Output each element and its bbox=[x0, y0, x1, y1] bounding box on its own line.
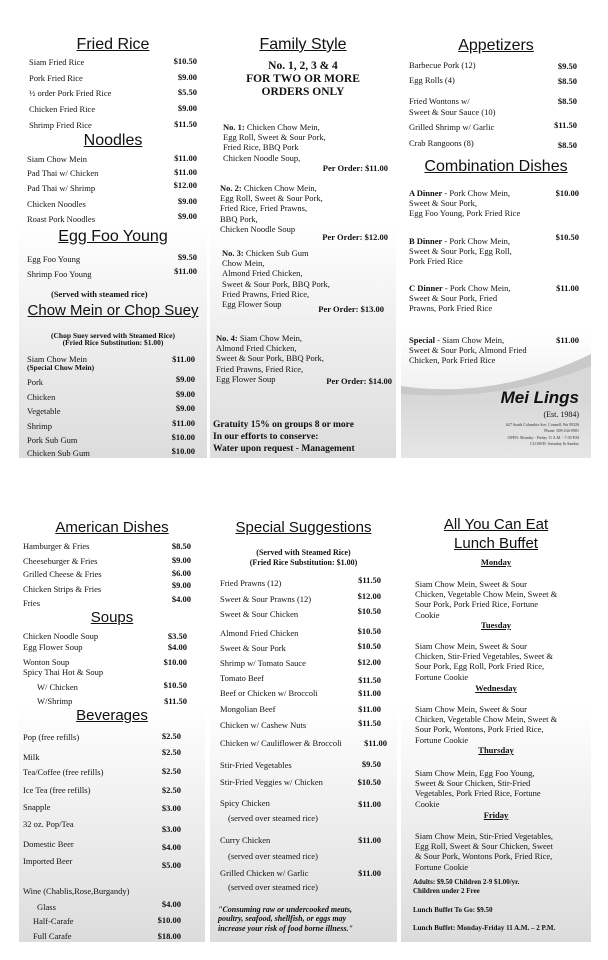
menu-item-price: $12.00 bbox=[173, 180, 197, 190]
restaurant-est: (Est. 1984) bbox=[543, 410, 579, 419]
buffet-line: Sour Pork, Egg Roll, Pork Fried Rice, bbox=[415, 661, 545, 672]
combo-label: A Dinner bbox=[409, 188, 443, 198]
menu-item-price: $18.00 bbox=[157, 931, 181, 941]
menu-item-price: $9.00 bbox=[177, 211, 197, 221]
order-line: Egg Flower Soup bbox=[216, 373, 276, 384]
menu-item-subtitle: (served over steamed rice) bbox=[228, 813, 318, 823]
menu-item-name: Pork Fried Rice bbox=[29, 73, 83, 83]
menu-item-price: $11.00 bbox=[172, 354, 195, 364]
menu-item-price: $6.00 bbox=[171, 568, 191, 578]
menu-item-price: $11.00 bbox=[358, 704, 381, 714]
panel-top-middle bbox=[210, 30, 396, 458]
egg-foo-young-heading: Egg Foo Young bbox=[58, 228, 168, 245]
menu-item-price: $10.00 bbox=[171, 432, 195, 442]
order-line: Chicken Chow Mein, bbox=[243, 183, 317, 193]
buffet-line: Chicken, Vegetable Chow Mein, Sweet & bbox=[415, 589, 558, 600]
menu-item-subtitle: (served over steamed rice) bbox=[228, 851, 318, 861]
menu-item-name: Chicken w/ Cauliflower & Broccoli bbox=[220, 738, 342, 748]
page-divider bbox=[0, 466, 608, 506]
intro-line: FOR TWO OR MORE bbox=[246, 73, 360, 85]
order-number: No. 2: bbox=[220, 183, 242, 193]
menu-item-price: $11.00 bbox=[358, 835, 381, 845]
menu-item-price: $4.00 bbox=[171, 594, 191, 604]
buffet-line: Fortune Cookie bbox=[415, 734, 469, 745]
appetizers-heading: Appetizers bbox=[458, 37, 534, 54]
buffet-line: Siam Chow Mein, Sweet & Sour bbox=[415, 579, 527, 589]
order-line: Egg Roll, Sweet & Sour Pork, bbox=[223, 132, 326, 143]
menu-item-price: $2.50 bbox=[161, 731, 181, 741]
menu-item-price: $5.50 bbox=[177, 87, 197, 97]
order-line: Chow Mein, bbox=[222, 258, 265, 269]
combo-label: Special bbox=[409, 335, 435, 345]
combo-line: - Pork Chow Mein, bbox=[444, 188, 511, 198]
menu-item-name: Pop (free refills) bbox=[23, 732, 80, 742]
order-line: Siam Chow Mein, bbox=[239, 333, 302, 343]
menu-item-price: $9.00 bbox=[175, 389, 195, 399]
menu-item-price: $12.00 bbox=[357, 591, 381, 601]
menu-item-name: Pad Thai w/ Shrimp bbox=[27, 183, 96, 193]
chop-suey-note: (Chop Suey served with Steamed Rice) bbox=[51, 331, 175, 340]
chow-mein-heading: Chow Mein or Chop Suey bbox=[27, 302, 199, 319]
family-style-footer bbox=[213, 419, 355, 455]
menu-item-name: Siam Chow Mein bbox=[27, 354, 87, 364]
order-number: No. 4: bbox=[216, 333, 238, 343]
menu-item-name: Tea/Coffee (free refills) bbox=[23, 767, 104, 777]
buffet-line: Sour Pork, Pork Fried Rice, Fortune bbox=[415, 599, 539, 610]
buffet-price-line: Children under 2 Free bbox=[413, 886, 480, 895]
order-line: Sweet & Sour Pork, BBQ Pork, bbox=[216, 353, 324, 364]
panel-top-left bbox=[19, 30, 207, 458]
menu-item-price: $4.00 bbox=[161, 842, 181, 852]
menu-item-price: $11.00 bbox=[174, 153, 197, 163]
american-heading: American Dishes bbox=[55, 519, 169, 536]
menu-item-name: Tomato Beef bbox=[220, 673, 265, 683]
menu-item-price: $4.00 bbox=[167, 642, 187, 652]
menu-item-price: $11.50 bbox=[174, 119, 197, 129]
combo-line: - Pork Chow Mein, bbox=[444, 236, 511, 246]
buffet-line: Sour Pork, Wontons, Pork Fried Rice, bbox=[415, 724, 544, 735]
combo-line: Prawns, Pork Fried Rice bbox=[409, 303, 493, 314]
buffet-price-line: Adults: $9.50 Children 2-9 $1.00/yr. bbox=[413, 878, 520, 886]
menu-item-name: Stir-Fried Vegetables bbox=[220, 760, 292, 770]
buffet-hours: Lunch Buffet: Monday-Friday 11 A.M. – 2 P.M. bbox=[413, 924, 556, 932]
steamed-rice-note: (Served with Steamed Rice) bbox=[256, 548, 351, 557]
menu-item-price: $5.00 bbox=[161, 860, 181, 870]
order-line: Chicken Sub Gum bbox=[245, 248, 309, 258]
combo-label: B Dinner bbox=[409, 236, 443, 246]
order-number: No. 3: bbox=[222, 248, 244, 258]
menu-item-price: $11.00 bbox=[358, 688, 381, 698]
buffet-line: Vegetables, Pork Fried Rice, Fortune bbox=[415, 788, 541, 799]
order-line: Egg Roll, Sweet & Sour Pork, bbox=[220, 193, 323, 204]
menu-item-price: $10.00 bbox=[157, 915, 181, 925]
intro-line: ORDERS ONLY bbox=[261, 86, 345, 98]
menu-item-name: Shrimp Fried Rice bbox=[29, 120, 92, 130]
combo-b bbox=[409, 236, 549, 267]
combo-price: $11.00 bbox=[556, 283, 579, 293]
combo-line: Sweet & Sour Pork, Almond Fried bbox=[409, 345, 527, 356]
menu-item-name: Spicy Thai Hot & Soup bbox=[23, 667, 104, 677]
menu-item-name: 32 oz. Pop/Tea bbox=[23, 819, 74, 829]
buffet-heading bbox=[401, 515, 591, 553]
menu-item-price: $10.50 bbox=[357, 606, 381, 616]
menu-item-name: Hamburger & Fries bbox=[23, 541, 90, 551]
buffet-line: Sweet & Sour Chicken, Stir-Fried bbox=[415, 778, 531, 789]
menu-item-name: W/Shrimp bbox=[37, 696, 73, 706]
panel-bottom-left bbox=[19, 513, 205, 942]
buffet-day-menu bbox=[415, 704, 589, 745]
menu-item-name: Shrimp bbox=[27, 421, 53, 431]
buffet-title-line: All You Can Eat bbox=[443, 516, 549, 533]
family-style-intro bbox=[210, 60, 396, 99]
buffet-line: Siam Chow Mein, Stir-Fried Vegetables, bbox=[415, 831, 554, 841]
combo-line: Egg Foo Young, Pork Fried Rice bbox=[409, 208, 521, 219]
restaurant-name: Mei Lings bbox=[500, 388, 579, 407]
combo-line: - Siam Chow Mein, bbox=[437, 335, 505, 345]
buffet-day-menu bbox=[415, 831, 589, 872]
buffet-line: Cookie bbox=[415, 798, 440, 809]
menu-item-price: $11.00 bbox=[358, 799, 381, 809]
order-line: Fried Rice, BBQ Pork bbox=[223, 142, 299, 153]
day-friday: Friday bbox=[483, 810, 509, 820]
menu-item-name: Vegetable bbox=[27, 406, 61, 416]
menu-item-price: $9.00 bbox=[177, 196, 197, 206]
intro-line: No. 1, 2, 3 & 4 bbox=[268, 60, 338, 72]
menu-item-price: $10.50 bbox=[173, 56, 197, 66]
warning-line: poultry, seafood, shellfish, or eggs may bbox=[218, 914, 347, 924]
menu-item-price: $11.00 bbox=[172, 418, 195, 428]
buffet-prices bbox=[413, 878, 519, 895]
buffet-title-line: Lunch Buffet bbox=[454, 535, 538, 552]
menu-item-name: Chicken Fried Rice bbox=[29, 104, 96, 114]
menu-item-name: Glass bbox=[37, 902, 56, 912]
buffet-line: Fortune Cookie bbox=[415, 671, 469, 682]
order-line: Chicken Noodle Soup bbox=[220, 223, 296, 234]
food-safety-warning bbox=[218, 905, 353, 933]
combo-a bbox=[409, 188, 549, 219]
combo-price: $10.00 bbox=[555, 188, 579, 198]
menu-item-name: Barbecue Pork (12) bbox=[409, 60, 476, 70]
menu-item-price: $3.00 bbox=[161, 824, 181, 834]
order-line: Almond Fried Chicken, bbox=[222, 268, 303, 279]
menu-item-price: $11.00 bbox=[358, 868, 381, 878]
menu-item-name: Chicken Noodles bbox=[27, 199, 86, 209]
restaurant-hours: OPEN: Monday - Friday 11 A.M. - 7:30 P.M bbox=[507, 435, 579, 440]
menu-item-name: Egg Foo Young bbox=[27, 254, 81, 264]
menu-item-name: Sweet & Sour Prawns (12) bbox=[220, 594, 312, 604]
menu-item-name: Grilled Shrimp w/ Garlic bbox=[409, 122, 495, 132]
menu-item-name: Roast Pork Noodles bbox=[27, 214, 95, 224]
day-thursday: Thursday bbox=[478, 745, 514, 755]
buffet-to-go: Lunch Buffet To Go: $9.50 bbox=[413, 906, 493, 914]
restaurant-closed: CLOSED: Saturday & Sunday bbox=[530, 441, 579, 446]
menu-item-name: Curry Chicken bbox=[220, 835, 271, 845]
menu-item-price: $9.00 bbox=[177, 72, 197, 82]
buffet-line: Chicken, Stir-Fried Vegetables, Sweet & bbox=[415, 651, 554, 662]
day-wednesday: Wednesday bbox=[475, 683, 517, 693]
menu-item-name: ½ order Pork Fried Rice bbox=[29, 88, 112, 98]
buffet-line: Egg Roll, Sweet & Sour Chicken, Sweet bbox=[415, 841, 553, 852]
fried-rice-heading: Fried Rice bbox=[76, 36, 150, 53]
panel-bottom-middle bbox=[210, 513, 397, 942]
menu-item-name: Grilled Cheese & Fries bbox=[23, 569, 102, 579]
combo-line: - Pork Chow Mein, bbox=[444, 283, 511, 293]
menu-item-name: Shrimp Foo Young bbox=[27, 269, 92, 279]
menu-item-price: $10.50 bbox=[357, 641, 381, 651]
menu-item-name: Fried Wontons w/ bbox=[409, 96, 470, 106]
menu-item-price: $11.50 bbox=[358, 718, 381, 728]
combo-c bbox=[409, 283, 549, 314]
warning-line: increase your risk of food borne illness." bbox=[218, 923, 353, 933]
day-tuesday: Tuesday bbox=[481, 620, 511, 630]
menu-item-price: $9.00 bbox=[175, 403, 195, 413]
menu-item-name: Chicken Noodle Soup bbox=[23, 631, 99, 641]
menu-item-name: Wonton Soup bbox=[23, 657, 70, 667]
order-price: Per Order: $14.00 bbox=[326, 376, 392, 386]
buffet-line: & Sour Pork, Wontons Pork, Fried Rice, bbox=[415, 851, 553, 862]
menu-item-name-cont: Sweet & Sour Sauce (10) bbox=[409, 107, 496, 117]
buffet-line: Cookie bbox=[415, 609, 440, 620]
buffet-line: Siam Chow Mein, Sweet & Sour bbox=[415, 641, 527, 651]
buffet-line: Siam Chow Mein, Egg Foo Young, bbox=[415, 768, 535, 778]
menu-item-price: $3.50 bbox=[167, 631, 187, 641]
menu-item-name: Mongolian Beef bbox=[220, 704, 276, 714]
menu-item-price: $11.50 bbox=[164, 696, 187, 706]
menu-item-name: Egg Flower Soup bbox=[23, 642, 83, 652]
order-line: Fried Prawns, Fried Rice, bbox=[222, 288, 310, 299]
menu-item-price: $11.50 bbox=[358, 575, 381, 585]
buffet-line: Chicken, Vegetable Chow Mein, Sweet & bbox=[415, 714, 558, 725]
noodles-heading: Noodles bbox=[83, 132, 143, 149]
menu-item-price: $10.50 bbox=[357, 777, 381, 787]
menu-item-name: Full Carafe bbox=[33, 931, 72, 941]
menu-item-price: $9.00 bbox=[175, 374, 195, 384]
menu-item-name: Ice Tea (free refills) bbox=[23, 785, 91, 795]
menu-item-name: Beef or Chicken w/ Broccoli bbox=[220, 688, 318, 698]
menu-item-name: Pork bbox=[27, 377, 44, 387]
fried-rice-substitution-note: (Fried Rice Substitution: $1.00) bbox=[249, 558, 358, 567]
panel-top-right bbox=[401, 30, 591, 458]
menu-item-name: Sweet & Sour Pork bbox=[220, 643, 286, 653]
menu-item-name: Grilled Chicken w/ Garlic bbox=[220, 868, 309, 878]
order-price: Per Order: $13.00 bbox=[318, 304, 384, 314]
buffet-day-menu bbox=[415, 641, 589, 682]
menu-item-price: $3.00 bbox=[161, 803, 181, 813]
family-order-3 bbox=[222, 248, 392, 309]
menu-item-price: $11.50 bbox=[358, 675, 381, 685]
combo-line: Sweet & Sour Pork, Fried bbox=[409, 293, 498, 304]
menu-item-price: $12.00 bbox=[357, 657, 381, 667]
menu-item-price: $9.50 bbox=[557, 61, 577, 71]
restaurant-address: 627 South Columbia Ave. Connell, Wa 99326 bbox=[505, 422, 579, 427]
combo-price: $11.00 bbox=[556, 335, 579, 345]
menu-item-price: $9.50 bbox=[177, 252, 197, 262]
menu-item-name: W/ Chicken bbox=[37, 682, 78, 692]
menu-item-subtitle: (Special Chow Mein) bbox=[27, 363, 95, 372]
menu-item-price: $11.00 bbox=[364, 738, 387, 748]
order-line: Egg Flower Soup bbox=[222, 299, 282, 310]
order-line: Fried Prawns, Fried Rice, bbox=[216, 363, 304, 374]
menu-item-name: Fried Prawns (12) bbox=[220, 578, 282, 588]
menu-item-price: $4.00 bbox=[161, 899, 181, 909]
menu-item-price: $8.50 bbox=[557, 76, 577, 86]
menu-item-name: Siam Fried Rice bbox=[29, 57, 85, 67]
menu-item-name: Imported Beer bbox=[23, 856, 73, 866]
menu-item-price: $2.50 bbox=[161, 766, 181, 776]
menu-item-name: Stir-Fried Veggies w/ Chicken bbox=[220, 777, 323, 787]
order-line: Chicken Chow Mein, bbox=[246, 122, 320, 132]
menu-item-price: $8.50 bbox=[557, 140, 577, 150]
menu-item-name: Cheeseburger & Fries bbox=[23, 556, 98, 566]
menu-item-name: Chicken bbox=[27, 392, 56, 402]
order-number: No. 1: bbox=[223, 122, 245, 132]
buffet-line: Siam Chow Mein, Sweet & Sour bbox=[415, 704, 527, 714]
buffet-day-menu bbox=[415, 579, 589, 620]
combo-line: Sweet & Sour Pork, Egg Roll, bbox=[409, 246, 512, 257]
day-monday: Monday bbox=[480, 557, 512, 567]
water-note: Water upon request - Management bbox=[213, 444, 355, 454]
menu-item-name: Spicy Chicken bbox=[220, 798, 270, 808]
order-line: BBQ Pork, bbox=[220, 213, 258, 224]
combo-label: C Dinner bbox=[409, 283, 443, 293]
combo-line: Pork Fried Rice bbox=[409, 256, 463, 267]
menu-item-price: $10.00 bbox=[163, 657, 187, 667]
menu-item-name: Domestic Beer bbox=[23, 839, 74, 849]
order-line: Sweet & Sour Pork, BBQ Pork, bbox=[222, 278, 330, 289]
menu-item-name: Chicken Strips & Fries bbox=[23, 584, 102, 594]
soups-heading: Soups bbox=[90, 609, 134, 626]
menu-item-name: Half-Carafe bbox=[33, 916, 74, 926]
menu-item-name: Siam Chow Mein bbox=[27, 154, 87, 164]
menu-item-name: Pork Sub Gum bbox=[27, 435, 78, 445]
buffet-day-menu bbox=[415, 768, 589, 809]
menu-item-name: Fries bbox=[23, 598, 40, 608]
family-style-heading: Family Style bbox=[259, 36, 347, 53]
restaurant-phone: Phone: 509-234-0981 bbox=[544, 428, 579, 433]
order-line: Fried Rice, Fried Prawns, bbox=[220, 203, 308, 214]
menu-item-price: $2.50 bbox=[161, 747, 181, 757]
panel-bottom-right bbox=[401, 513, 591, 942]
combo-line: Chicken, Pork Fried Rice bbox=[409, 355, 496, 366]
menu-item-price: $9.00 bbox=[171, 555, 191, 565]
family-order-1 bbox=[223, 122, 393, 163]
menu-item-price: $10.50 bbox=[357, 626, 381, 636]
beverages-heading: Beverages bbox=[76, 707, 148, 724]
menu-item-subtitle: (served over steamed rice) bbox=[228, 882, 318, 892]
menu-item-price: $9.00 bbox=[177, 103, 197, 113]
order-line: Chicken Noodle Soup, bbox=[223, 152, 301, 163]
menu-item-price: $9.50 bbox=[361, 759, 381, 769]
menu-item-name: Snapple bbox=[23, 802, 51, 812]
menu-item-name: Wine (Chablis,Rose,Burgandy) bbox=[23, 886, 130, 896]
buffet-line: Fortune Cookie bbox=[415, 861, 469, 872]
order-price: Per Order: $11.00 bbox=[322, 163, 388, 173]
menu-item-price: $8.50 bbox=[171, 541, 191, 551]
menu-item-price: $11.50 bbox=[554, 120, 577, 130]
menu-item-name: Crab Rangoons (8) bbox=[409, 138, 474, 148]
warning-line: "Consuming raw or undercooked meats, bbox=[218, 905, 353, 914]
steamed-rice-note: (Served with steamed rice) bbox=[51, 289, 148, 299]
combo-line: Sweet & Sour Pork, bbox=[409, 198, 477, 209]
menu-item-price: $10.00 bbox=[171, 446, 195, 456]
menu-item-price: $11.00 bbox=[174, 266, 197, 276]
fried-rice-substitution-note: (Fried Rice Substitution: $1.00) bbox=[62, 338, 164, 347]
menu-item-name: Almond Fried Chicken bbox=[220, 628, 299, 638]
menu-item-name: Sweet & Sour Chicken bbox=[220, 609, 299, 619]
menu-item-price: $10.50 bbox=[163, 680, 187, 690]
menu-item-name: Milk bbox=[23, 752, 40, 762]
order-price: Per Order: $12.00 bbox=[322, 232, 388, 242]
menu-item-price: $11.00 bbox=[174, 167, 197, 177]
menu-item-name: Pad Thai w/ Chicken bbox=[27, 168, 99, 178]
menu-item-price: $9.00 bbox=[171, 580, 191, 590]
menu-item-name: Chicken Sub Gum bbox=[27, 448, 90, 458]
menu-item-name: Shrimp w/ Tomato Sauce bbox=[220, 658, 306, 668]
order-line: Almond Fried Chicken, bbox=[216, 343, 297, 354]
family-order-2 bbox=[220, 183, 390, 234]
menu-item-price: $8.50 bbox=[557, 96, 577, 106]
special-suggestions-heading: Special Suggestions bbox=[235, 519, 372, 536]
menu-item-name: Chicken w/ Cashew Nuts bbox=[220, 720, 307, 730]
gratuity-note: Gratuity 15% on groups 8 or more bbox=[213, 420, 354, 430]
conserve-note: In our efforts to conserve: bbox=[213, 432, 319, 442]
menu-item-name: Egg Rolls (4) bbox=[409, 75, 455, 85]
combination-heading: Combination Dishes bbox=[424, 158, 568, 175]
menu-item-price: $2.50 bbox=[161, 785, 181, 795]
combo-price: $10.50 bbox=[555, 232, 579, 242]
